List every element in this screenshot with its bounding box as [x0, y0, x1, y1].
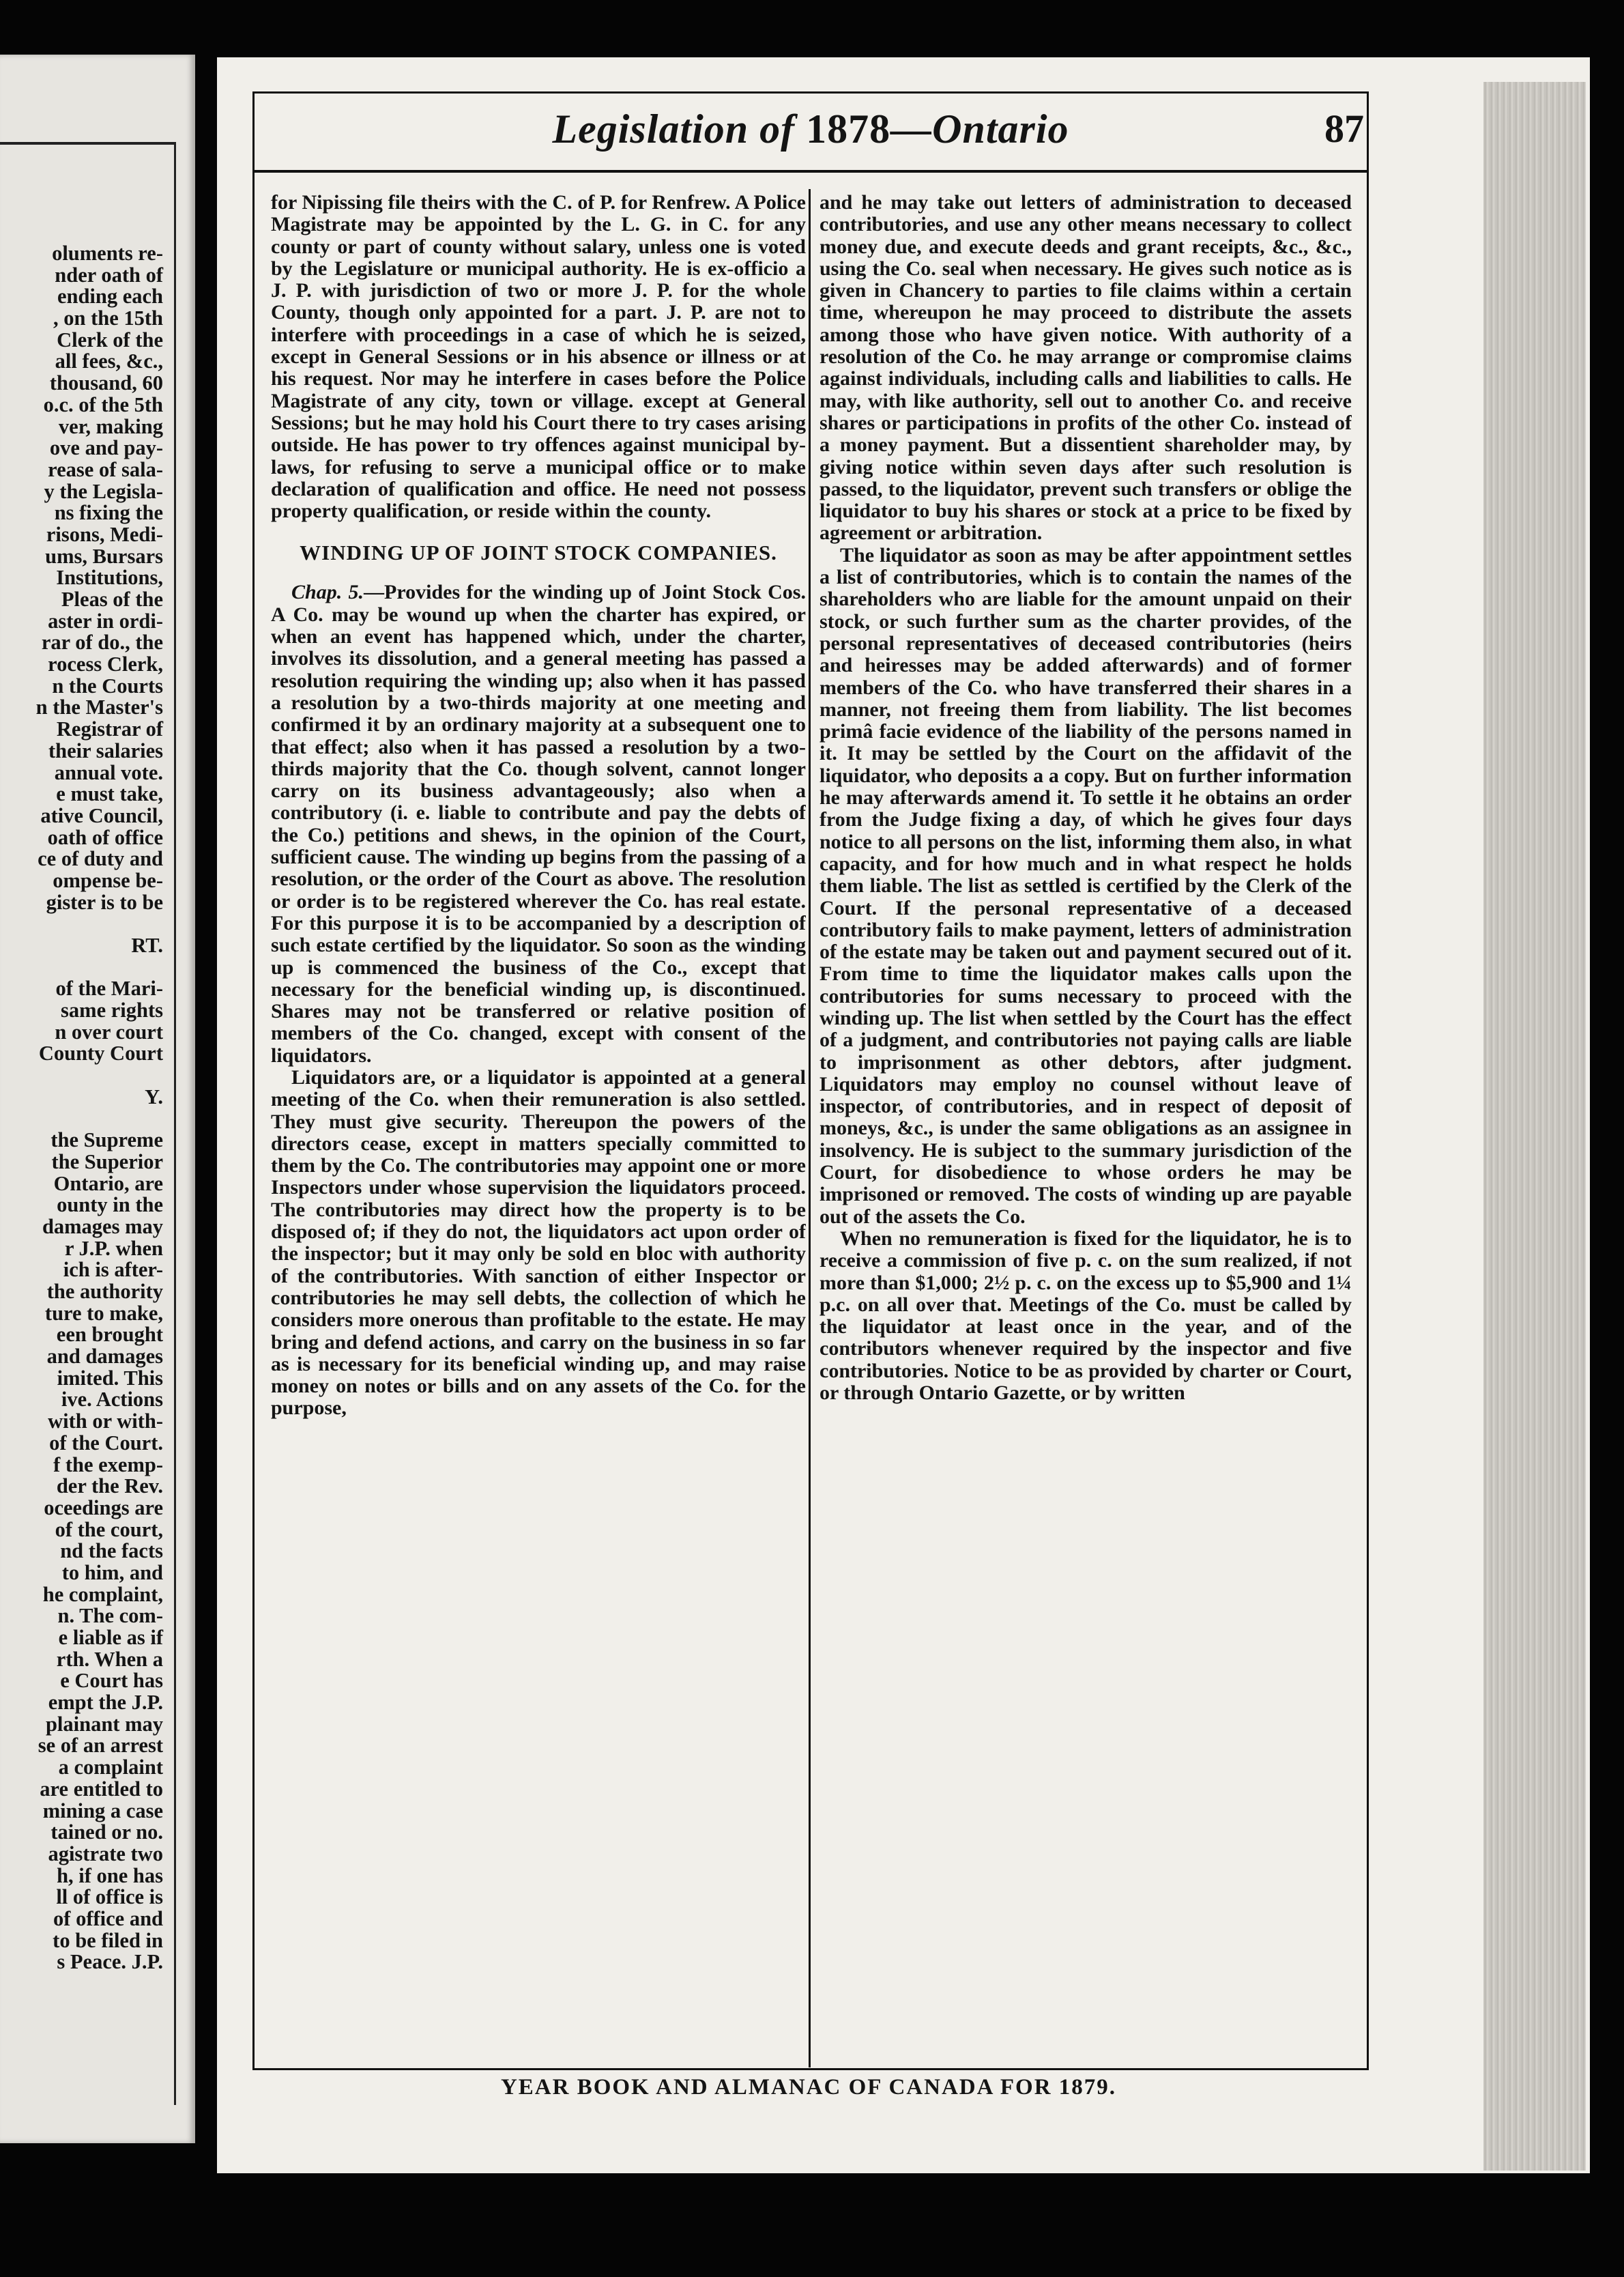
facing-page-line: Institutions, — [56, 566, 163, 590]
facing-page-line: nd the facts — [60, 1539, 163, 1563]
facing-page-line: n. The com- — [57, 1604, 163, 1628]
section-heading: WINDING UP OF JOINT STOCK COMPANIES. — [300, 541, 777, 565]
facing-page-line: and damages — [46, 1345, 163, 1369]
facing-page-line: ns fixing the — [54, 501, 163, 525]
facing-page-line: y the Legisla- — [44, 479, 163, 503]
facing-page-line: der the Rev. — [56, 1474, 163, 1498]
title-prefix: Legislation of — [552, 106, 796, 152]
facing-page-line: Clerk of the — [57, 328, 163, 352]
title-year: 1878 — [806, 106, 891, 152]
facing-page-line — [36, 1065, 163, 1087]
right-column — [820, 192, 1352, 2069]
page-edge — [1483, 82, 1586, 2171]
facing-page-column — [0, 142, 176, 2105]
facing-page-line: the authority — [46, 1280, 163, 1303]
facing-page-line: aster in ordi- — [48, 609, 163, 633]
facing-page-line: he complaint, — [42, 1582, 163, 1606]
facing-page-line: a complaint — [58, 1756, 163, 1779]
facing-page-line: ture to make, — [44, 1301, 163, 1325]
facing-page-line: of the court, — [55, 1517, 163, 1541]
facing-page-line: ive. Actions — [61, 1388, 163, 1412]
facing-page-line: s Peace. J.P. — [57, 1950, 163, 1974]
facing-page-line: ll of office is — [56, 1885, 163, 1909]
facing-page-line: the Supreme — [50, 1128, 163, 1152]
facing-page-line: ounty in the — [57, 1193, 163, 1217]
facing-page-line — [36, 957, 163, 979]
left-paragraph-2 — [271, 582, 806, 1067]
facing-page-line: of office and — [53, 1906, 163, 1930]
page-number: 87 — [1324, 106, 1364, 151]
facing-page-line: ove and pay- — [49, 436, 163, 460]
facing-page-line: imited. This — [57, 1366, 163, 1390]
facing-page-line: e liable as if — [58, 1626, 163, 1649]
right-paragraph-3: When no remuneration is fixed for the liquidator, he is to receive a commission of five p. c. on the sum realized, if not more than $1,000; 2½ p. c. on the excess up to $5,900 and 1¼ p.c. on all over that. Meetings of the Co. must be called by the liquidator at least once in the year, and of the contributors whenever required by the inspector and five contributories. Notice to be as provided by charter or Court, or through Ontario Gazette, or by written — [820, 1227, 1352, 1405]
facing-page-line: County Court — [38, 1042, 163, 1065]
facing-page-line: n the Courts — [52, 674, 163, 698]
facing-page-line: all fees, &c., — [55, 349, 163, 373]
facing-page-line: e Court has — [60, 1669, 163, 1693]
chapter-text: —Provides for the winding up of Joint Stock Cos. A Co. may be wound up when the charter has expired, or when an event has happened which, under the charter, involves its dissolution, and a general meeting has passed a resolution requiring the winding up; also when it has passed a resolution by a two-thirds majority at one meeting and confirmed it by an ordinary majority at a subsequent one to that effect; also when it has passed a resolution by a two-thirds majority that the Co. though solvent, cannot longer carry on its business advantageously; also when a contributory (i. e. liable to contribute and pay the debts of the Co.) petitions and shews, in the opinion of the Court, sufficient cause. The winding up begins from the passing of a resolution, or the order of the Court as above. The resolution or order is to be registered wherever the Co. has real estate. For this purpose it is to be accompanied by a description of such estate certified by the liquidator. So soon as the winding up is commenced the business of the Co., except that necessary for the beneficial winding up, is discontinued. Shares may not be transferred or relative position of members of the Co. changed, except with consent of the liquidators. — [271, 581, 806, 1067]
facing-page-line: , on the 15th — [53, 306, 163, 330]
facing-page-line: oluments re- — [52, 242, 163, 265]
facing-page-line: h, if one has — [57, 1863, 163, 1887]
facing-page-line: same rights — [61, 999, 163, 1022]
right-paragraph-2: The liquidator as soon as may be after appointment settles a list of contributories, which is to contain the names of the shareholders who are liable for the amount unpaid on their stock, or such further sum as the charter provides, of the personal representatives of deceased contributories (heirs and heiresses may be added afterwards) and of former members of the Co. who have transferred their shares in a manner, not freeing them from liability. The list becomes primâ facie evidence of the liability of the persons named in it. It may be settled by the Court on the affidavit of the liquidator, who deposits a a copy. But on further information he may afterwards amend it. To settle it he obtains an order from the Judge fixing a day, of which he gives four days notice to all persons on the list, informing them also, in what capacity, and for how much and in what respect he holds them liable. The list as settled is certified by the Clerk of the Court. If the personal representative of a deceased contributory fails to make payment, letters of administration of the estate may be taken out and payment secured out of it. From time to time the liquidator makes calls upon the contributories for sums necessary to proceed with the winding up. The list when settled by the Court has the effect of a judgment, and contributories not paying calls are liable to imprisonment as other debtors, after judgment. Liquidators may employ no counsel without leave of inspector, of contributories, and in respect of deposit of moneys, &c., is under the same obligations as an assignee in insolvency. He is subject to the summary jurisdiction of the Court, for disobedience to whose orders he may be imprisoned or removed. The costs of winding up are payable out of the assets the Co. — [820, 543, 1352, 1228]
facing-page-line: een brought — [56, 1323, 163, 1347]
facing-page-line: rocess Clerk, — [48, 653, 163, 676]
facing-page-line: tained or no. — [50, 1820, 163, 1844]
facing-page-line: nder oath of — [55, 263, 163, 287]
running-head — [255, 94, 1367, 173]
facing-page-line: se of an arrest — [38, 1734, 163, 1758]
facing-page-line: Ontario, are — [53, 1171, 163, 1195]
facing-page-line: n over court — [55, 1020, 163, 1044]
facing-page-line: rease of sala- — [48, 457, 163, 481]
facing-page-line: agistrate two — [48, 1842, 163, 1865]
facing-page-line: gister is to be — [46, 890, 163, 914]
title-suffix: —Ontario — [890, 106, 1069, 152]
facing-page-line: ending each — [57, 285, 163, 309]
facing-page-line: thousand, 60 — [49, 371, 163, 395]
facing-page-line: f the exemp- — [53, 1452, 163, 1476]
page-frame — [252, 91, 1369, 2070]
chapter-label: Chap. 5. — [291, 581, 364, 604]
facing-page-rule — [0, 142, 174, 145]
facing-page-line: oceedings are — [44, 1495, 163, 1519]
facing-page-line: Y. — [145, 1085, 163, 1108]
facing-page-line: risons, Medi- — [46, 522, 163, 546]
facing-page-line: of the Mari- — [55, 977, 163, 1001]
facing-page-line: plainant may — [45, 1712, 163, 1736]
facing-page-line: Registrar of — [56, 717, 163, 741]
facing-page-line: with or with- — [48, 1409, 163, 1433]
facing-page-line: n the Master's — [35, 696, 163, 719]
facing-page-line: to be filed in — [53, 1928, 163, 1952]
facing-page-line: o.c. of the 5th — [43, 392, 163, 416]
facing-page-line: ich is after- — [63, 1258, 163, 1282]
facing-page-line — [36, 1108, 163, 1130]
column-rule — [809, 189, 811, 2067]
facing-page-line: ompense be- — [53, 868, 163, 892]
facing-page-line: rth. When a — [56, 1647, 163, 1671]
facing-page-line: e must take, — [56, 782, 163, 806]
page-footer: YEAR BOOK AND ALMANAC OF CANADA FOR 1879. — [500, 2075, 1117, 2100]
facing-page-line: mining a case — [42, 1799, 163, 1822]
facing-page-text — [36, 243, 163, 1973]
facing-page-line: oath of office — [47, 825, 163, 849]
facing-page-line: rar of do., the — [41, 631, 163, 655]
facing-page-line: of the Court. — [49, 1431, 163, 1455]
running-title — [255, 106, 1367, 153]
facing-page-line: RT. — [131, 934, 163, 957]
right-paragraph-1: and he may take out letters of administration to deceased contributories, and use any other means necessary to collect money due, and execute deeds and grant receipts, &c., &c., using the Co. seal when necessary. He gives such notice as is given in Chancery to parties to file claims within a certain time, whereupon he may proceed to distribute the assets among those who have given notice. With authority of a resolution of the Co. he may arrange or compromise claims against individuals, including calls and liabilities to calls. He may, with like authority, sell out to another Co. and receive shares or participations in profits of the other Co. instead of a money payment. But a dissentient shareholder may, by giving notice within seven days after such resolution is passed, to the liquidator, prevent such transfers or oblige the liquidator to buy his shares or stock at a price to be fixed by agreement or arbitration. — [820, 192, 1352, 545]
facing-page-line: r J.P. when — [64, 1236, 163, 1260]
facing-page-line: ver, making — [58, 414, 163, 438]
facing-page-line: ums, Bursars — [45, 544, 163, 568]
facing-page-line: annual vote. — [54, 760, 163, 784]
left-column — [271, 192, 806, 2062]
facing-page-line: ative Council, — [40, 803, 163, 827]
facing-page-fragment — [0, 55, 195, 2143]
facing-page-line: are entitled to — [40, 1777, 163, 1801]
facing-page-line: damages may — [42, 1214, 163, 1238]
facing-page-line: ce of duty and — [38, 847, 163, 871]
facing-page-line: Pleas of the — [61, 588, 163, 611]
facing-page-line: empt the J.P. — [48, 1691, 163, 1715]
facing-page-line — [36, 913, 163, 935]
facing-page-line: the Superior — [51, 1149, 163, 1173]
left-paragraph-3: Liquidators are, or a liquidator is appointed at a general meeting of the Co. when their remuneration is also settled. They must give security. Thereupon the powers of the directors cease, except in matters specially committed to them by the Co. The contributories may appoint one or more Inspectors under whose supervision the liquidators proceed. The contributories may direct how the property is to be disposed of; if they do not, the liquidators act upon order of the inspector; but it may only be sold en bloc with authority of the contributories. With sanction of either Inspector or contributories he may sell debts, the collection of which he considers more onerous than profitable to the estate. He may bring and defend actions, and carry on the business in so far as is necessary for its beneficial winding up, and may raise money on notes or bills and on any assets of the Co. for the purpose, — [271, 1065, 806, 1420]
facing-page-line: their salaries — [48, 739, 163, 762]
left-paragraph-1: for Nipissing file theirs with the C. of P. for Renfrew. A Police Magistrate may be appointed by the L. G. in C. for any county or part of county without salary, unless one is voted by the Legislature or municipal authority. He is ex-officio a J. P. with jurisdiction of two or more J. P. for the whole County, though only appointed for a part. J. P. are not to interfere with proceedings in a case of which he is seized, except in General Sessions or in his absence or illness or at his request. Nor may he interfere in cases before the Police Magistrate of any city, town or village. except at General Sessions; but he may hold his Court there to try cases arising outside. He has power to try offences against municipal by-laws, for refusing to serve a municipal office or to make declaration of qualification and office. He need not possess property qualification, or reside within the county. — [271, 192, 806, 523]
facing-page-line: to him, and — [61, 1560, 163, 1584]
